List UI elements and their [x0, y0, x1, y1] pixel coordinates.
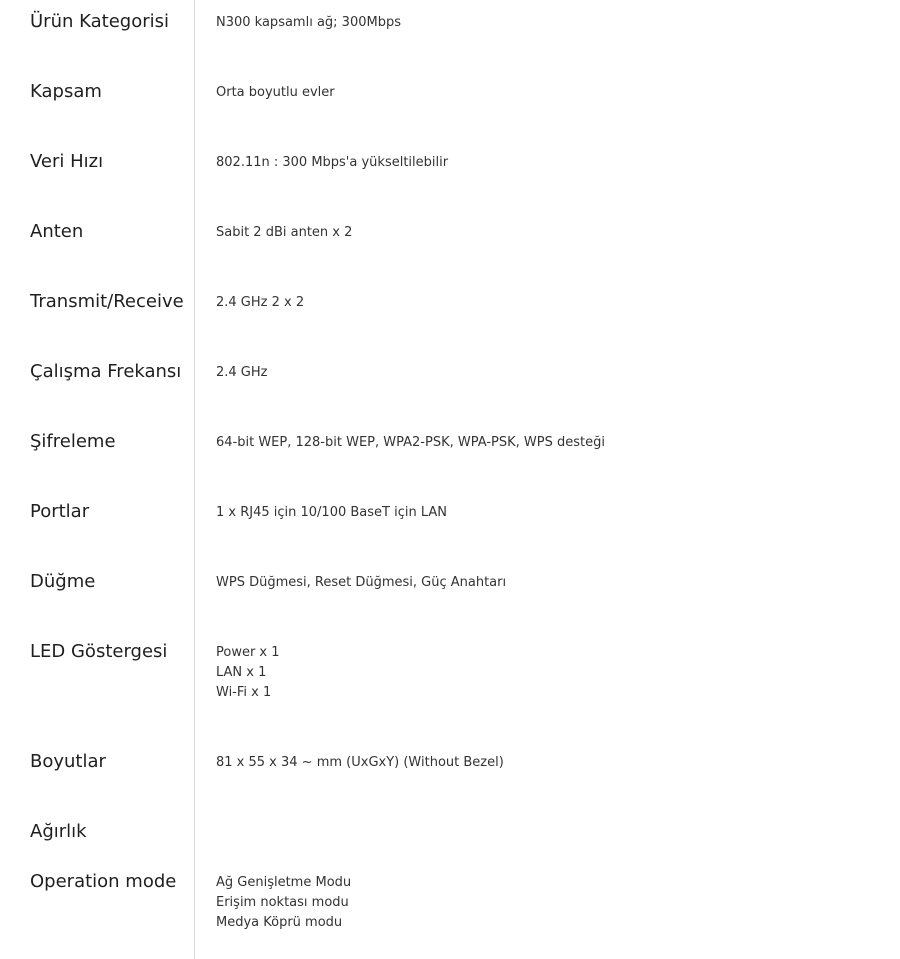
spec-value — [216, 83, 335, 103]
spec-label: Çalışma Frekansı — [30, 361, 182, 382]
spec-value-line: Ağ Genişletme Modu — [216, 875, 352, 890]
spec-value-line: 2.4 GHz — [216, 365, 268, 380]
spec-label: Portlar — [30, 501, 90, 522]
spec-value — [216, 153, 448, 173]
spec-value-line: 64-bit WEP, 128-bit WEP, WPA2-PSK, WPA-PSK, WPS desteği — [216, 435, 605, 450]
spec-value-line: WPS Düğmesi, Reset Düğmesi, Güç Anahtarı — [216, 575, 507, 590]
spec-value-line: Sabit 2 dBi anten x 2 — [216, 225, 353, 240]
spec-label: Şifreleme — [30, 431, 116, 452]
spec-value — [216, 293, 304, 313]
spec-value-line: N300 kapsamlı ağ; 300Mbps — [216, 15, 401, 30]
spec-label: Ağırlık — [30, 821, 87, 842]
spec-value — [216, 363, 267, 383]
spec-value-line: Wi-Fi x 1 — [216, 685, 272, 700]
spec-value — [216, 753, 504, 773]
spec-label: LED Göstergesi — [30, 641, 168, 662]
spec-value — [216, 873, 351, 933]
spec-value-line: LAN x 1 — [216, 665, 267, 680]
spec-label: Kapsam — [30, 81, 102, 102]
spec-value-line: 802.11n : 300 Mbps'a yükseltilebilir — [216, 155, 449, 170]
spec-label: Transmit/Receive — [30, 291, 184, 312]
spec-value-line: Medya Köprü modu — [216, 915, 343, 930]
spec-label: Veri Hızı — [30, 151, 104, 172]
spec-label: Ürün Kategorisi — [30, 11, 169, 32]
spec-value-line: Erişim noktası modu — [216, 895, 349, 910]
spec-value — [216, 13, 401, 33]
spec-label: Anten — [30, 221, 84, 242]
spec-value — [216, 223, 352, 243]
spec-value — [216, 643, 280, 703]
spec-label: Operation mode — [30, 871, 177, 892]
spec-label: Düğme — [30, 571, 96, 592]
column-divider — [194, 0, 195, 959]
spec-value — [216, 433, 605, 453]
spec-value-line: Orta boyutlu evler — [216, 85, 335, 100]
spec-label: Boyutlar — [30, 751, 106, 772]
spec-value — [216, 503, 447, 523]
spec-value — [216, 573, 506, 593]
spec-value-line: 1 x RJ45 için 10/100 BaseT için LAN — [216, 505, 448, 520]
spec-value-line: Power x 1 — [216, 645, 280, 660]
spec-value-line: 81 x 55 x 34 ~ mm (UxGxY) (Without Bezel) — [216, 755, 504, 770]
spec-value-line: 2.4 GHz 2 x 2 — [216, 295, 305, 310]
